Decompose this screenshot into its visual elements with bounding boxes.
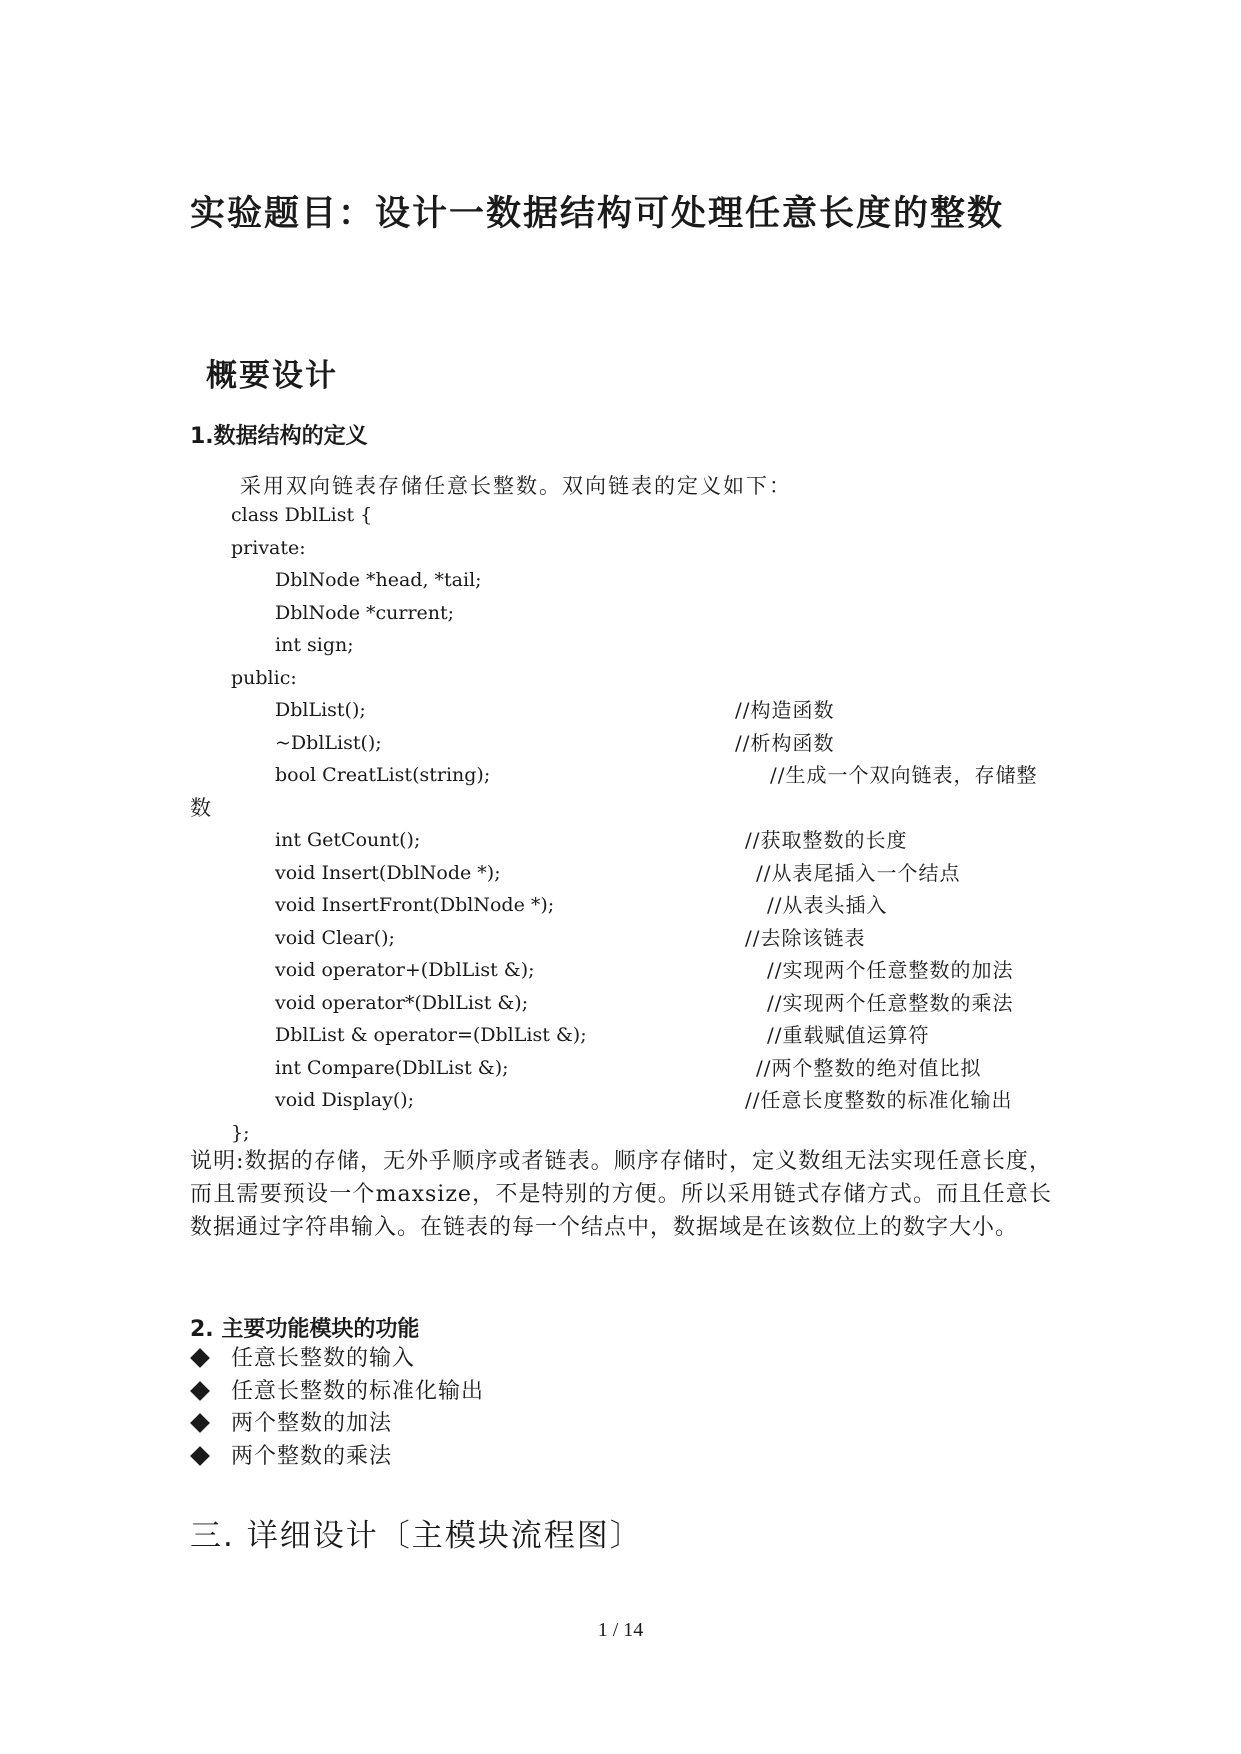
feature-item [190, 1408, 484, 1441]
code-declaration: void InsertFront(DblNode *); [275, 894, 555, 916]
code-declaration: DblList(); [275, 699, 366, 721]
code-declaration: void operator*(DblList &); [275, 991, 529, 1014]
code-comment: //析构函数 [735, 730, 835, 755]
feature-item [190, 1441, 484, 1474]
intro-paragraph: 采用双向链表存储任意长整数。双向链表的定义如下： [240, 474, 792, 498]
code-declaration: bool CreatList(string); [275, 764, 491, 786]
diamond-bullet-icon [190, 1446, 210, 1466]
feature-label: 任意长整数的输入 [231, 1346, 416, 1371]
code-declaration: void Clear(); [275, 926, 395, 949]
feature-list [190, 1343, 484, 1473]
code-comment: //生成一个双向链表，存储整 [770, 763, 1038, 787]
code-declaration: ~DblList(); [275, 731, 382, 754]
feature-label: 两个整数的加法 [231, 1411, 393, 1436]
code-declaration: public: [231, 666, 297, 689]
feature-item [190, 1376, 484, 1409]
code-comment: //两个整数的绝对值比拟 [756, 1055, 982, 1080]
code-declaration: int GetCount(); [275, 829, 421, 851]
document-title: 实验题目：设计一数据结构可处理任意长度的整数 [190, 194, 1005, 234]
code-declaration: DblNode *current; [275, 601, 455, 624]
code-comment: //任意长度整数的标准化输出 [745, 1088, 1013, 1112]
feature-label: 两个整数的乘法 [231, 1443, 393, 1469]
code-declaration: DblList & operator=(DblList &); [275, 1024, 587, 1046]
code-declaration: void Display(); [275, 1089, 415, 1111]
note-paragraph: 说明:数据的存储，无外乎顺序或者链表。顺序存储时，定义数组无法实现任意长度，而且需要预设一个maxsize，不是特别的方便。所以采用链式存储方式。而且任意长数据通过字符串输入。在链表的每一个结点中，数据域是在该数位上的数字大小。 [190, 1149, 1052, 1240]
code-comment: //获取整数的长度 [745, 828, 908, 852]
code-comment: //实现两个任意整数的乘法 [767, 990, 1014, 1015]
code-comment: //去除该链表 [745, 925, 866, 950]
code-comment: //从表头插入 [767, 893, 888, 917]
code-declaration: int Compare(DblList &); [275, 1056, 509, 1079]
code-declaration: }; [231, 1121, 250, 1144]
diamond-bullet-icon [190, 1381, 210, 1401]
section-heading-overview: 概要设计 [206, 358, 338, 394]
page-number: 1 / 14 [597, 1619, 644, 1641]
diamond-bullet-icon [190, 1413, 210, 1433]
code-declaration: void Insert(DblNode *); [275, 861, 501, 884]
feature-item [190, 1343, 484, 1376]
code-declaration: DblNode *head, *tail; [275, 569, 482, 591]
code-comment: //重载赋值运算符 [767, 1023, 930, 1047]
code-declaration: void operator+(DblList &); [275, 959, 535, 981]
code-comment: //实现两个任意整数的加法 [767, 958, 1014, 982]
section-heading-detail: 三. 详细设计〔主模块流程图〕 [190, 1518, 643, 1554]
code-declaration: private: [231, 536, 306, 559]
feature-label: 任意长整数的标准化输出 [231, 1378, 485, 1404]
code-comment: //从表尾插入一个结点 [756, 860, 961, 885]
diamond-bullet-icon [190, 1348, 210, 1368]
subsection-heading-data-structure: 1.数据结构的定义 [190, 424, 368, 449]
code-declaration: int sign; [275, 634, 354, 656]
code-comment: //构造函数 [735, 698, 835, 722]
code-comment-wrap: 数 [190, 795, 212, 820]
subsection-heading-modules: 2. 主要功能模块的功能 [190, 1317, 420, 1342]
code-declaration: class DblList { [231, 504, 373, 526]
